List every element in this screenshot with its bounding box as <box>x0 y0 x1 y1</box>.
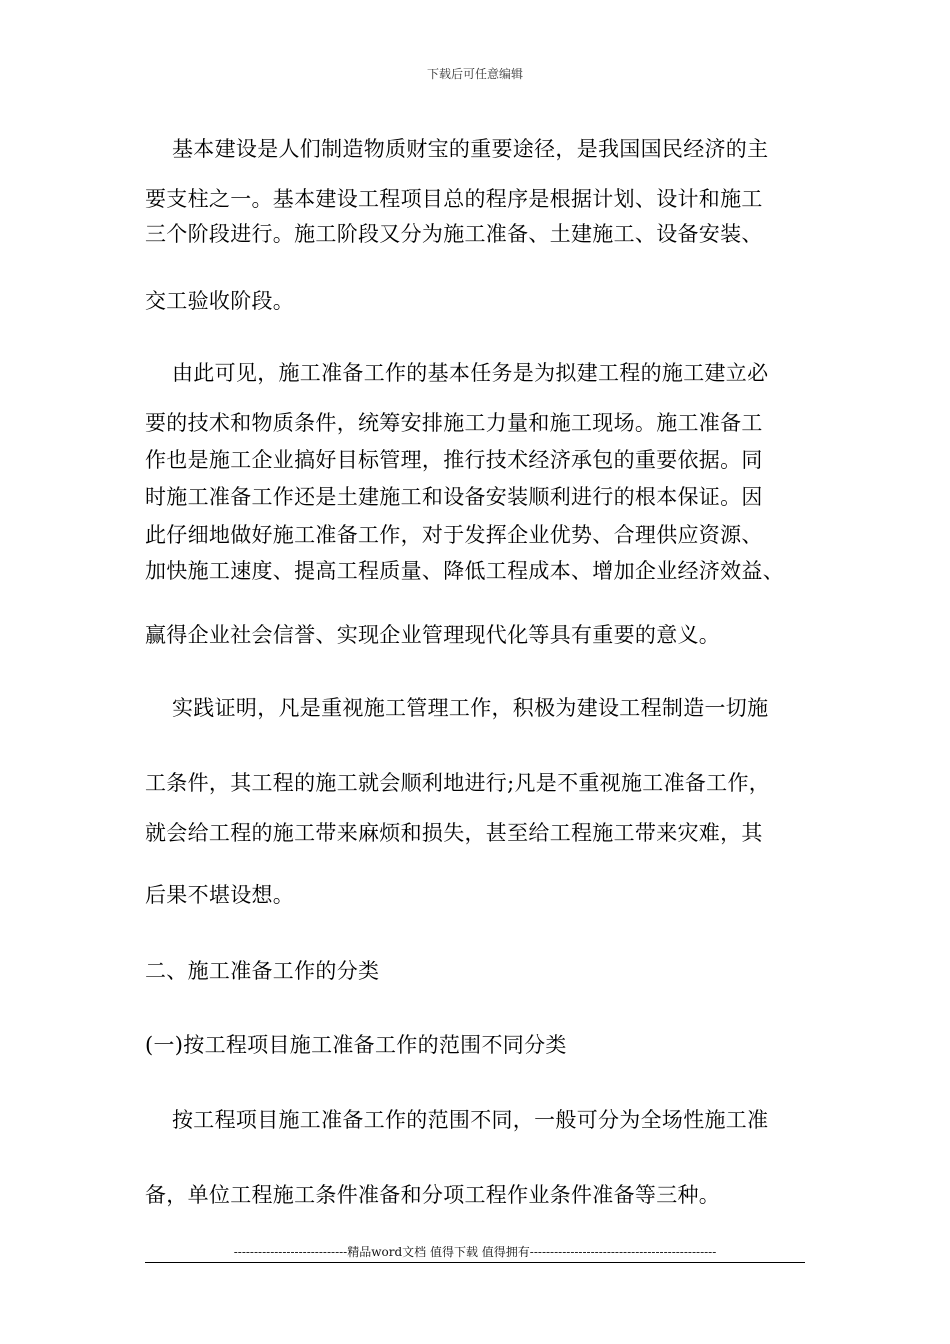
paragraph-2-line-5: 此仔细地做好施工准备工作，对于发挥企业优势、合理供应资源、 <box>145 523 763 547</box>
paragraph-1-line-2: 要支柱之一。基本建设工程项目总的程序是根据计划、设计和施工 <box>145 187 763 211</box>
paragraph-3-line-1: 实践证明，凡是重视施工管理工作，积极为建设工程制造一切施 <box>172 696 769 720</box>
paragraph-4-line-1: 按工程项目施工准备工作的范围不同，一般可分为全场性施工准 <box>172 1108 769 1132</box>
footer-rule <box>145 1262 805 1263</box>
subsection-heading: (一)按工程项目施工准备工作的范围不同分类 <box>145 1033 567 1057</box>
paragraph-3-line-4: 后果不堪设想。 <box>145 883 295 907</box>
paragraph-1-line-3: 三个阶段进行。施工阶段又分为施工准备、土建施工、设备安装、 <box>145 222 763 246</box>
paragraph-2-line-4: 时施工准备工作还是土建施工和设备安装顺利进行的根本保证。因 <box>145 485 763 509</box>
header-note: 下载后可任意编辑 <box>426 67 523 81</box>
section-heading: 二、施工准备工作的分类 <box>145 959 380 983</box>
paragraph-2-line-2: 要的技术和物质条件，统筹安排施工力量和施工现场。施工准备工 <box>145 411 763 435</box>
paragraph-3-line-2: 工条件，其工程的施工就会顺利地进行;凡是不重视施工准备工作， <box>145 771 771 795</box>
paragraph-1-line-4: 交工验收阶段。 <box>145 289 295 313</box>
paragraph-2-line-7: 赢得企业社会信誉、实现企业管理现代化等具有重要的意义。 <box>145 623 721 647</box>
footer-note: ----------------------------精品word文档 值得下载 值得拥有---------------------------------------------- <box>233 1245 717 1259</box>
paragraph-2-line-3: 作也是施工企业搞好目标管理，推行技术经济承包的重要依据。同 <box>145 448 763 472</box>
paragraph-2-line-6: 加快施工速度、提高工程质量、降低工程成本、增加企业经济效益、 <box>145 559 784 583</box>
paragraph-2-line-1: 由此可见，施工准备工作的基本任务是为拟建工程的施工建立必 <box>172 361 769 385</box>
paragraph-4-line-2: 备，单位工程施工条件准备和分项工程作业条件准备等三种。 <box>145 1183 721 1207</box>
paragraph-1-line-1: 基本建设是人们制造物质财宝的重要途径，是我国国民经济的主 <box>172 137 769 161</box>
paragraph-3-line-3: 就会给工程的施工带来麻烦和损失，甚至给工程施工带来灾难，其 <box>145 821 763 845</box>
